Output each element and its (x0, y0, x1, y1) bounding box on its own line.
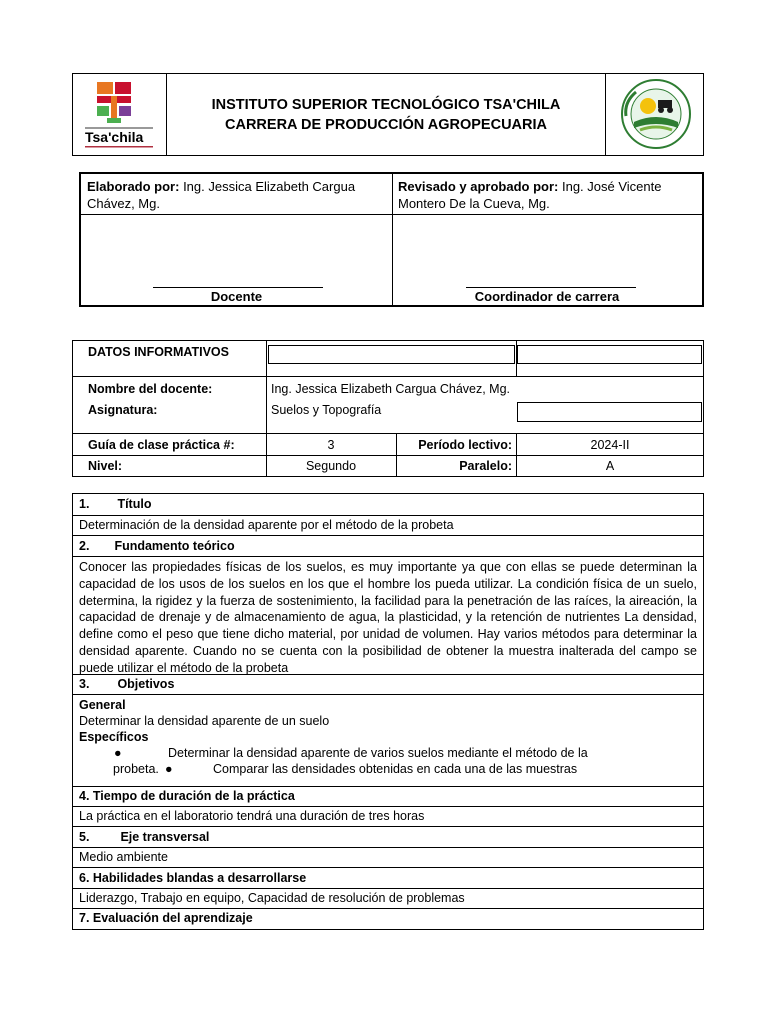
career-name: CARRERA DE PRODUCCIÓN AGROPECUARIA (225, 116, 547, 133)
practice-guide-content (72, 493, 704, 930)
section-transversal-body: Medio ambiente (73, 848, 703, 868)
period-value: 2024-II (590, 438, 630, 452)
agro-production-logo-icon (606, 74, 704, 155)
period-label: Período lectivo: (418, 438, 512, 452)
bullet-icon: ● (165, 762, 173, 776)
section-label: Paralelo: (459, 459, 512, 473)
approved-by-cell (392, 174, 702, 305)
level-label: Nivel: (88, 459, 123, 473)
section-duration-header: 4. Tiempo de duración de la práctica (73, 787, 703, 807)
list-item: probeta. ● Comparar las densidades obtenidas en cada una de las muestras (113, 762, 578, 776)
bullet-icon: ● (114, 746, 122, 760)
subject-label: Asignatura: (88, 403, 158, 417)
section-evaluation-header: 7. Evaluación del aprendizaje (79, 911, 253, 925)
section-soft-skills-body: Liderazgo, Trabajo en equipo, Capacidad de resolución de problemas (73, 889, 703, 909)
prepared-by-header (81, 174, 392, 215)
subject-value: Suelos y Topografía (271, 403, 382, 417)
header-titles (167, 74, 605, 155)
career-logo (605, 74, 703, 155)
section-transversal-header: 5. Eje transversal (73, 827, 703, 848)
section-value: A (605, 459, 615, 473)
section-title-header: 1. Título (73, 494, 703, 516)
teacher-value: Ing. Jessica Elizabeth Cargua Chávez, Mg. (271, 382, 511, 396)
teacher-label: Nombre del docente: (88, 382, 213, 396)
approved-by-header (392, 174, 702, 215)
institute-name: INSTITUTO SUPERIOR TECNOLÓGICO TSA'CHILA (211, 96, 561, 113)
general-info-title: DATOS INFORMATIVOS (88, 345, 229, 359)
empty-field-box (517, 345, 702, 364)
section-title-body: Determinación de la densidad aparente por el método de la probeta (73, 516, 703, 536)
empty-field-box (517, 402, 702, 422)
general-objective-text: Determinar la densidad aparente de un suelo (79, 714, 330, 728)
role-docente: Docente (210, 289, 263, 304)
document-header (72, 73, 704, 156)
section-theory-body: Conocer las propiedades físicas de los suelos, es muy importante ya que con ellas se puede determinan la capacidad de los usos de los suelos en los que el hombre los pueda utilizar. La condición física de un suelo, determina, la rigidez y la fuerza de sostenimiento, la facilidad para la penetración de las raíces, la aireación, la capacidad de drenaje y de almacenamiento de agua, la plasticidad, y la retención de nutrientes La densidad, define como el peso que tiene dicho material, por unidad de volumen. Hay varios métodos para determinar la densidad aparente. Cuando no se cuenta con la posibilidad de obtener la muestra inalterada del campo se puede utilizar el método de la probeta (73, 557, 703, 675)
list-item: ● Determinar la densidad aparente de varios suelos mediante el método de la (114, 746, 588, 760)
section-objectives-header: 3. Objetivos (73, 675, 703, 695)
institute-logo (73, 74, 167, 155)
logo-text: Tsa'chila (85, 129, 144, 145)
signature-line (153, 287, 323, 288)
approved-by-label: Revisado y aprobado por: (398, 179, 559, 194)
section-objectives-body (73, 695, 703, 787)
signature-line (466, 287, 636, 288)
role-coordinator: Coordinador de carrera (474, 289, 620, 304)
approved-by-value: Ing. José Vicente Montero De la Cueva, Mg. (398, 179, 662, 211)
level-value: Segundo (305, 459, 357, 473)
prepared-by-value: Ing. Jessica Elizabeth Cargua Chávez, Mg. (87, 179, 356, 211)
practice-guide-value: 3 (327, 438, 335, 452)
section-theory-header: 2. Fundamento teórico (73, 536, 703, 557)
section-duration-body: La práctica en el laboratorio tendrá una duración de tres horas (73, 807, 703, 827)
empty-field-box (268, 345, 515, 364)
prepared-by-label: Elaborado por: (87, 179, 180, 194)
section-soft-skills-header: 6. Habilidades blandas a desarrollarse (73, 868, 703, 889)
practice-guide-label: Guía de clase práctica #: (88, 438, 235, 452)
prepared-by-cell (81, 174, 393, 305)
general-info-table (72, 340, 704, 477)
signature-table (79, 172, 704, 307)
specific-objectives-label: Específicos (79, 730, 149, 744)
general-objective-label: General (79, 698, 126, 712)
